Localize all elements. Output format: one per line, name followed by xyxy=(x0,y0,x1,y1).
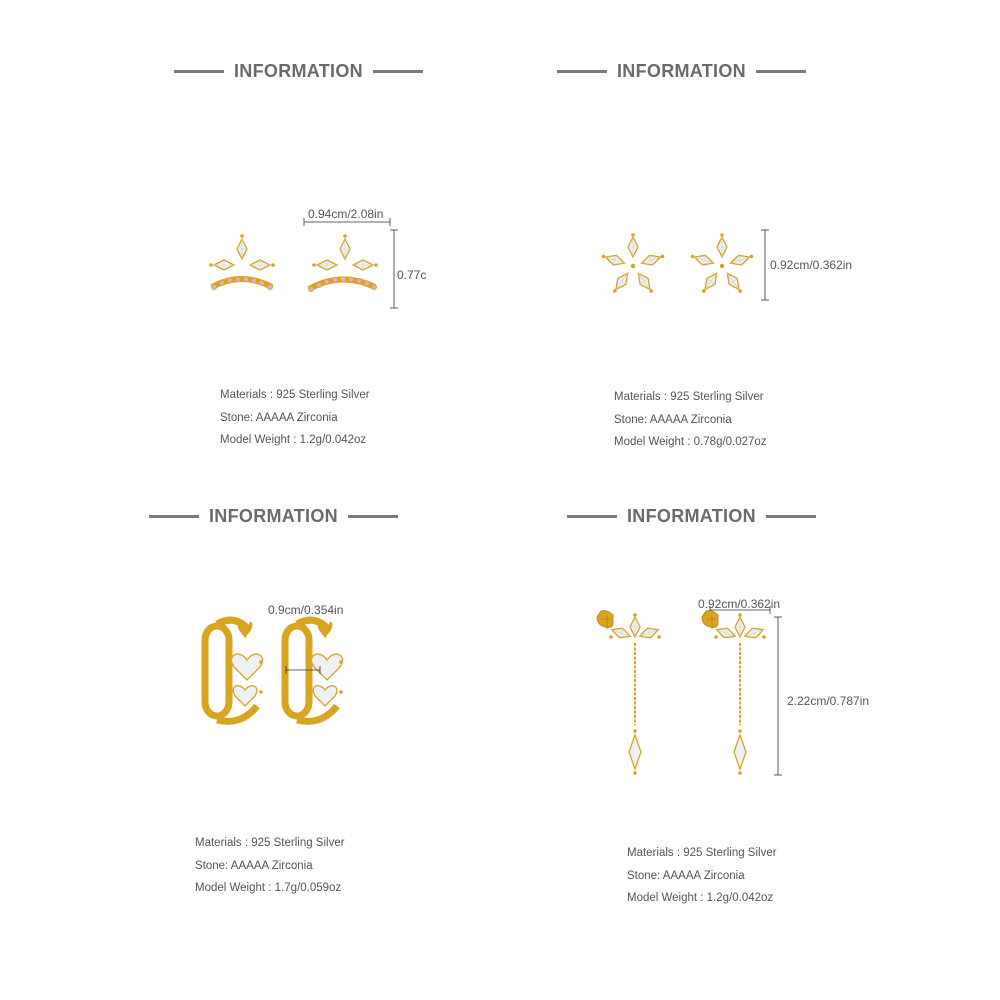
heading-line-right xyxy=(756,70,806,73)
width-dimension-label: 0.92cm/0.362in xyxy=(698,597,781,611)
width-dimension-label: 0.9cm/0.354in xyxy=(268,603,344,617)
width-dimension-label: 0.94cm/2.08in xyxy=(308,207,384,221)
heading-text: INFORMATION xyxy=(234,60,363,81)
specs-block xyxy=(195,832,345,900)
chain-drop-earrings-image xyxy=(590,595,790,785)
info-heading xyxy=(149,504,398,528)
heading-line-left xyxy=(174,70,224,73)
heading-text: INFORMATION xyxy=(627,505,756,526)
heading-text: INFORMATION xyxy=(617,60,746,81)
weight-text: Model Weight : 0.78g/0.027oz xyxy=(614,436,767,448)
height-dimension-label: 0.77c xyxy=(397,268,427,282)
heading-line-left xyxy=(567,515,617,518)
info-heading xyxy=(567,504,816,528)
specs-block xyxy=(614,386,767,454)
stone-text: Stone: AAAAA Zirconia xyxy=(627,869,745,882)
height-dimension-label: 0.92cm/0.362in xyxy=(770,258,853,272)
panel-star-studs xyxy=(500,0,1000,500)
heading-line-left xyxy=(149,515,199,518)
specs-block xyxy=(627,842,777,910)
panel-star-crown-studs xyxy=(0,0,500,500)
materials-text: Materials : 925 Sterling Silver xyxy=(614,391,764,403)
height-dimension-label: 2.22cm/0.787in xyxy=(787,694,870,708)
heading-line-right xyxy=(766,515,816,518)
materials-text: Materials : 925 Sterling Silver xyxy=(195,837,345,849)
heading-line-left xyxy=(557,70,607,73)
heart-hoop-earrings-image xyxy=(190,610,370,730)
weight-text: Model Weight : 1.2g/0.042oz xyxy=(627,892,774,904)
weight-text: Model Weight : 1.2g/0.042oz xyxy=(220,434,367,446)
heading-line-right xyxy=(348,515,398,518)
stone-text: Stone: AAAAA Zirconia xyxy=(614,413,732,426)
heading-text: INFORMATION xyxy=(209,505,338,526)
star-earrings-image xyxy=(590,220,780,310)
stone-text: Stone: AAAAA Zirconia xyxy=(220,411,338,424)
materials-text: Materials : 925 Sterling Silver xyxy=(627,847,777,859)
heading-line-right xyxy=(373,70,423,73)
materials-text: Materials : 925 Sterling Silver xyxy=(220,389,370,401)
info-heading xyxy=(557,59,806,83)
specs-block xyxy=(220,384,370,452)
panel-heart-hoops xyxy=(0,500,500,1000)
info-heading xyxy=(174,59,423,83)
stone-text: Stone: AAAAA Zirconia xyxy=(195,859,313,872)
panel-chain-drop-earrings xyxy=(500,500,1000,1000)
weight-text: Model Weight : 1.7g/0.059oz xyxy=(195,882,342,894)
